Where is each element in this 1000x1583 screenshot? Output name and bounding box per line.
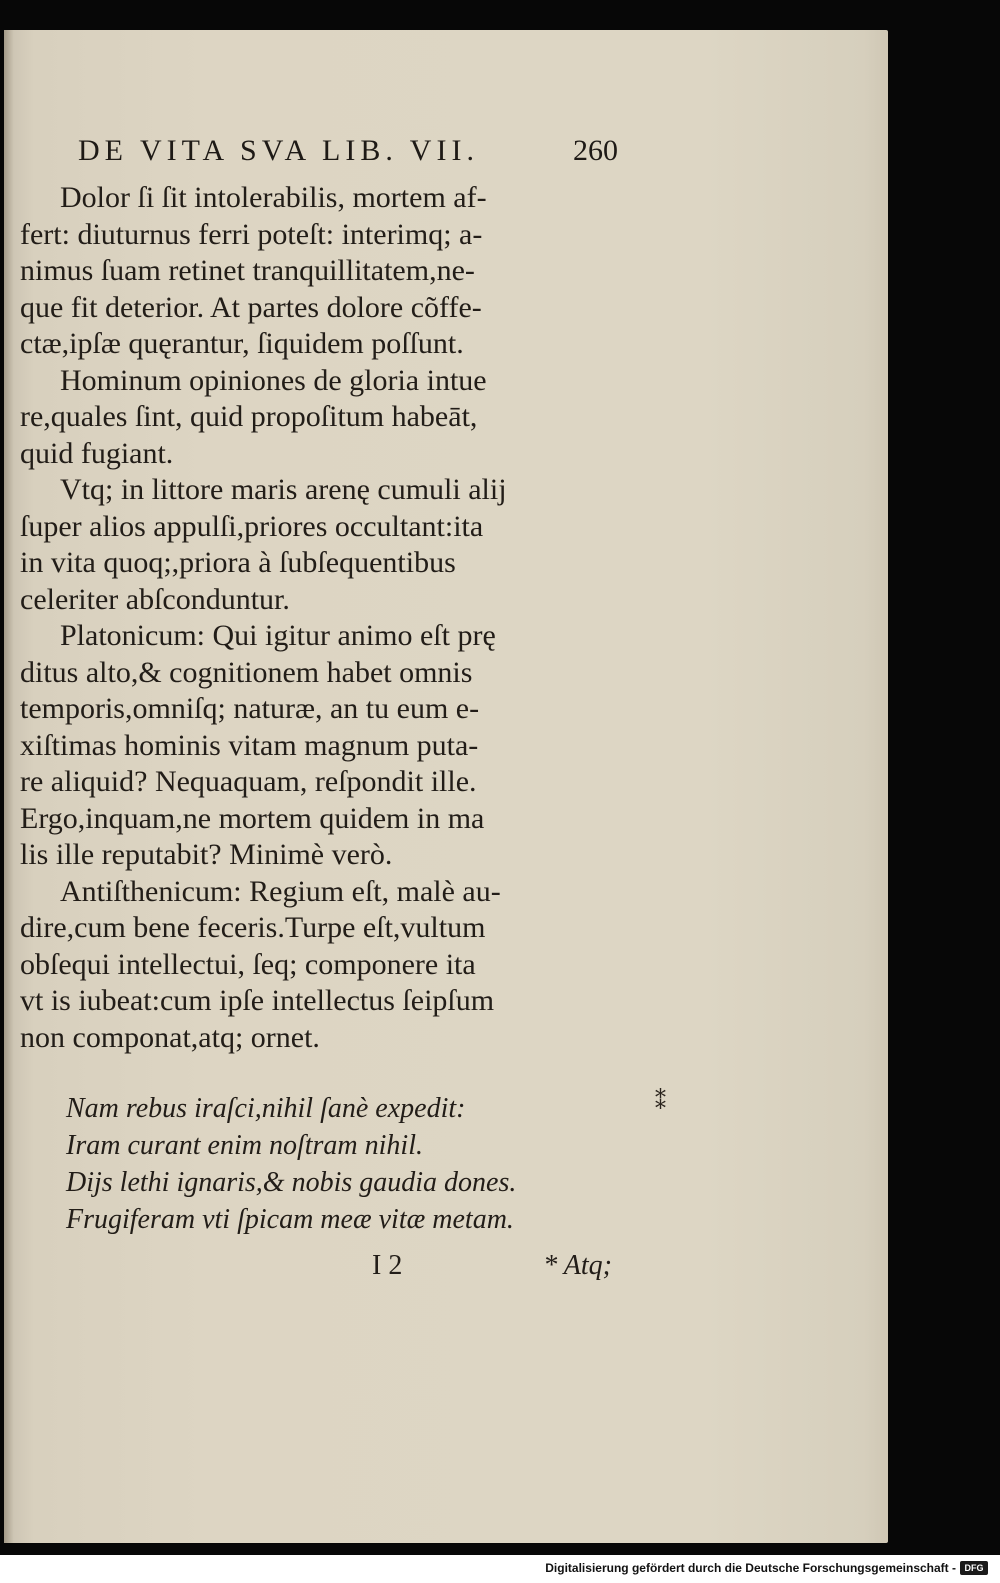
text-line: celeriter abſconduntur. [20, 582, 290, 616]
text-line: vt is iubeat:cum ipſe intellectus ſeipſum [20, 984, 495, 1017]
running-header [78, 134, 618, 174]
text-line: que fit deterior. At partes dolore cõffe- [20, 290, 482, 324]
verse-line: Nam rebus iraſci,nihil ſanè expedit: [66, 1093, 466, 1124]
text-line: Vtq; in littore maris arenę cumuli alij [60, 473, 507, 506]
digitization-footer [0, 1555, 1000, 1583]
text-line: Hominum opiniones de gloria intue [60, 363, 487, 397]
text-line: Antiſthenicum: Regium eſt, malè au- [60, 874, 501, 908]
text-line: Ergo,inquam,ne mortem quidem in ma [20, 801, 485, 835]
verse-line: Frugiferam vti ſpicam meæ vitæ metam. [66, 1204, 514, 1235]
text-line: ſuper alios appulſi,priores occultant:ita [20, 509, 484, 543]
page-gutter-edge [4, 30, 14, 1543]
text-line: dire,cum bene feceris.Turpe eſt,vultum [20, 911, 486, 944]
signature-line [372, 1250, 622, 1286]
marginal-mark: ⁑ [655, 1090, 666, 1115]
text-line: ditus alto,& cognitionem habet omnis [20, 655, 473, 689]
text-line: temporis,omniſq; naturæ, an tu eum e- [20, 692, 480, 725]
funding-credit: Digitalisierung gefördert durch die Deutsche Forschungsgemeinschaft - [545, 1561, 956, 1575]
text-line: lis ille reputabit? Minimè verò. [20, 838, 393, 871]
dfg-logo-icon: DFG [960, 1561, 988, 1575]
verse-line: Iram curant enim noſtram nihil. [66, 1130, 423, 1161]
text-line: re,quales ſint, quid propoſitum habeāt, [20, 400, 478, 433]
text-line: Platonicum: Qui igitur animo eſt prę [60, 619, 496, 652]
catchword: * Atq; [543, 1250, 612, 1281]
verse-line: Dijs lethi ignaris,& nobis gaudia dones. [66, 1167, 517, 1198]
text-line: fert: diuturnus ferri poteſt: interimq; a- [20, 217, 483, 251]
text-line: re aliquid? Nequaquam, reſpondit ille. [20, 765, 477, 798]
text-line: nimus ſuam retinet tranquillitatem,ne- [20, 254, 475, 287]
text-line: Dolor ſi ſit intolerabilis, mortem af- [60, 181, 487, 214]
text-line: in vita quoq;,priora à ſubſequentibus [20, 546, 456, 579]
main-text-block [20, 180, 620, 1056]
running-title: DE VITA SVA LIB. VII. [78, 134, 479, 167]
signature-mark: I 2 [372, 1250, 403, 1281]
text-line: xiſtimas hominis vitam magnum puta- [20, 728, 479, 762]
text-line: obſequi intellectui, ſeq; componere ita [20, 947, 476, 981]
text-line: ctæ,ipſæ quęrantur, ſiquidem poſſunt. [20, 327, 464, 360]
page-number: 260 [573, 134, 618, 167]
verse-block [66, 1090, 626, 1238]
text-line: non componat,atq; ornet. [20, 1020, 320, 1054]
text-line: quid fugiant. [20, 436, 174, 470]
